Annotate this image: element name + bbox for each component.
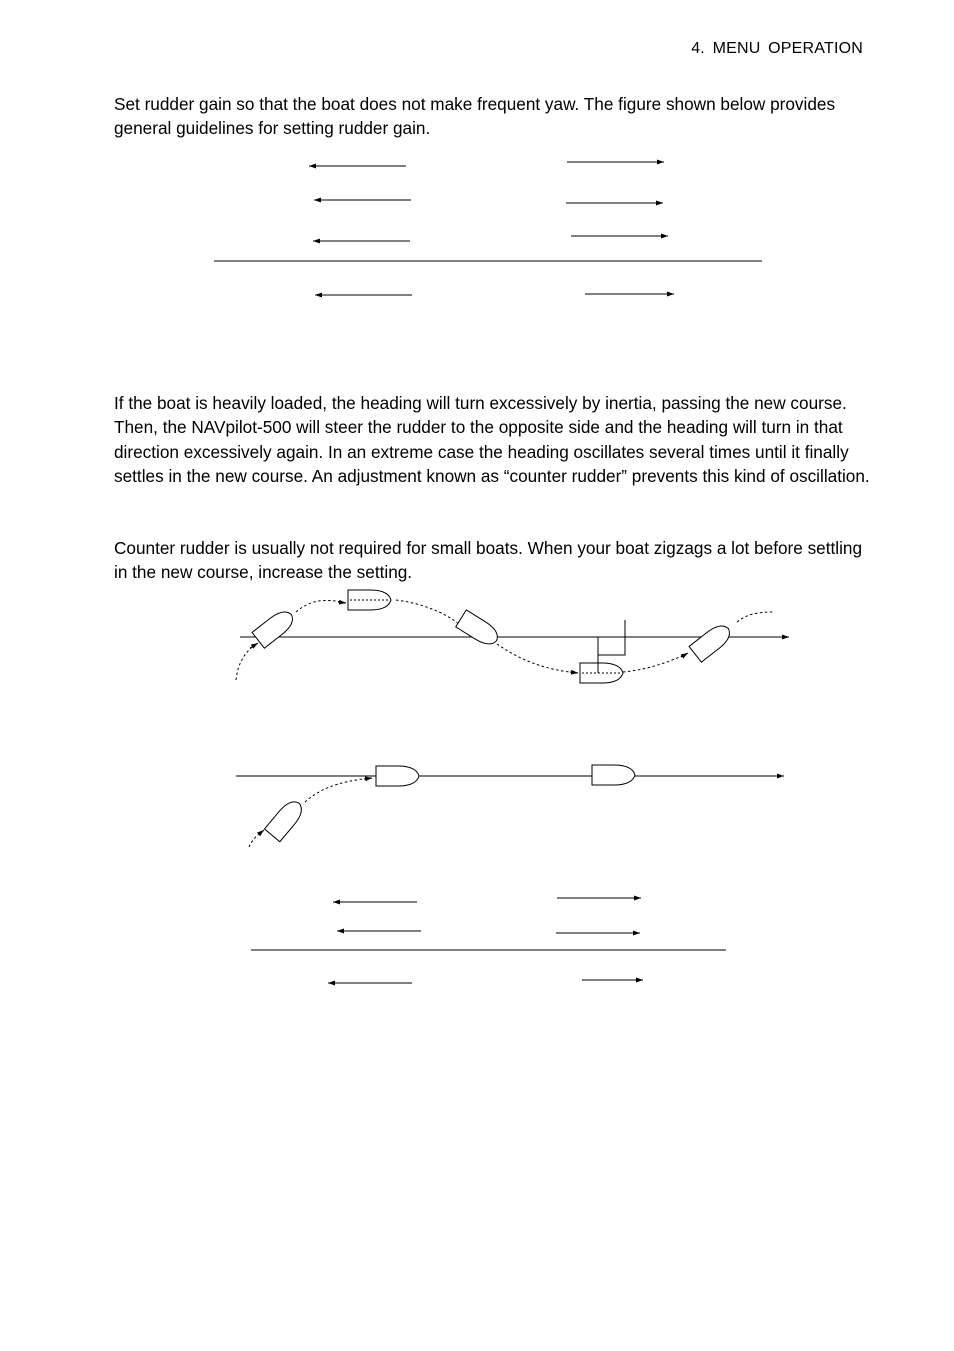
rudder-gain-figure — [214, 162, 762, 295]
boat-4 — [580, 663, 623, 683]
boat-5 — [689, 621, 734, 663]
track-path — [236, 600, 775, 680]
boat-6 — [264, 797, 306, 842]
paragraph-counter-rudder: Counter rudder is usually not required for small boats. When your boat zigzags a lot before settling in the new course, increase the setting. — [114, 538, 863, 583]
boat-7 — [376, 766, 419, 786]
paragraph-heavy-load: If the boat is heavily loaded, the heading will turn excessively by inertia, passing the new course. Then, the NAVpilot-500 will steer the rudder to the opposite side and the heading will turn in that direction excessively again. In an extreme case the heading oscillates several times until it finally settles in the new course. An adjustment known as “counter rudder” prevents this kind of oscillation. — [114, 393, 870, 486]
boat-3 — [456, 610, 502, 649]
approach-arrow-2 — [364, 778, 372, 779]
approach-path — [249, 778, 372, 847]
track-arrow-1 — [250, 643, 258, 648]
oscillation-figure — [236, 590, 789, 683]
boat-8 — [592, 765, 635, 785]
section-header: 4. MENU OPERATION — [691, 40, 863, 57]
track-arrow-2 — [338, 602, 346, 603]
boat-2 — [348, 590, 391, 610]
counter-rudder-figure — [236, 765, 784, 847]
paragraph-rudder-gain: Set rudder gain so that the boat does not make frequent yaw. The figure shown below provides general guidelines for setting rudder gain. — [114, 94, 836, 139]
approach-arrow-1 — [259, 830, 264, 834]
track-arrow-3 — [570, 672, 578, 673]
counter-rudder-arrows — [251, 898, 726, 983]
track-arrow-4 — [681, 653, 688, 657]
boat-1 — [252, 607, 297, 649]
